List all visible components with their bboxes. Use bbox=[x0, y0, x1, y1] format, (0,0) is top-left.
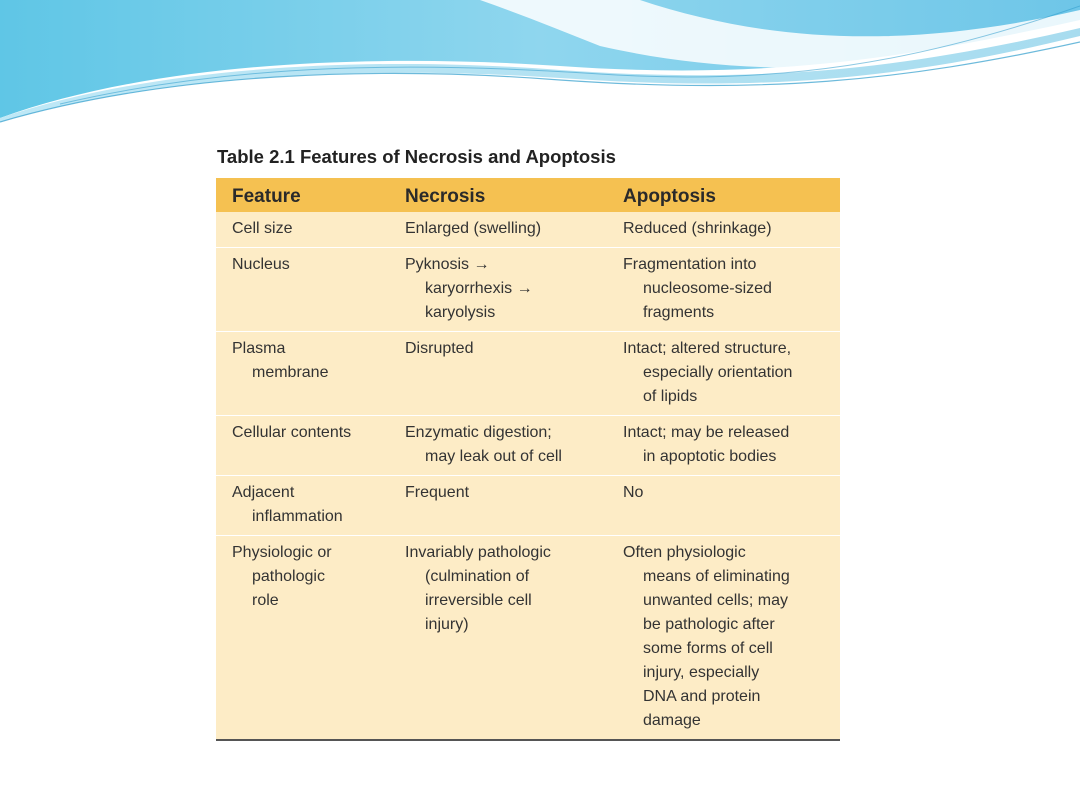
cell-line: Physiologic or bbox=[232, 544, 332, 561]
cell-line: Adjacent bbox=[232, 484, 295, 501]
necrosis-cell bbox=[389, 416, 607, 476]
necrosis-cell bbox=[389, 248, 607, 332]
header-apoptosis: Apoptosis bbox=[607, 178, 840, 212]
cell-line: Often physiologic bbox=[623, 544, 746, 561]
cell-line: Nucleus bbox=[232, 256, 290, 273]
table-row bbox=[216, 248, 840, 332]
feature-cell bbox=[216, 536, 389, 741]
cell-line: DNA and protein bbox=[643, 688, 761, 705]
feature-cell bbox=[216, 476, 389, 536]
necrosis-cell bbox=[389, 536, 607, 741]
apoptosis-cell bbox=[607, 212, 840, 248]
necrosis-cell bbox=[389, 212, 607, 248]
cell-line: (culmination of bbox=[425, 568, 530, 585]
cell-line: some forms of cell bbox=[643, 640, 773, 657]
cell-line: membrane bbox=[252, 364, 329, 381]
table-row bbox=[216, 416, 840, 476]
cell-line: especially orientation bbox=[643, 364, 793, 381]
cell-line: Enlarged (swelling) bbox=[405, 220, 542, 237]
feature-cell bbox=[216, 248, 389, 332]
necrosis-cell bbox=[389, 476, 607, 536]
cell-line: inflammation bbox=[252, 508, 343, 525]
cell-line: irreversible cell bbox=[425, 592, 532, 609]
cell-line: fragments bbox=[643, 304, 715, 321]
cell-line: nucleosome-sized bbox=[643, 280, 772, 297]
cell-line: Invariably pathologic bbox=[405, 544, 551, 561]
cell-line: karyorrhexis → bbox=[425, 280, 533, 297]
table-row bbox=[216, 536, 840, 741]
apoptosis-cell bbox=[607, 248, 840, 332]
cell-line: karyolysis bbox=[425, 304, 496, 321]
feature-cell bbox=[216, 212, 389, 248]
cell-line: injury) bbox=[425, 616, 469, 633]
header-feature: Feature bbox=[216, 178, 389, 212]
cell-line: may leak out of cell bbox=[425, 448, 562, 465]
cell-line: Intact; altered structure, bbox=[623, 340, 792, 357]
cell-line: Cell size bbox=[232, 220, 293, 237]
cell-line: role bbox=[252, 592, 279, 609]
table-row bbox=[216, 476, 840, 536]
apoptosis-cell bbox=[607, 476, 840, 536]
header-swoosh-decoration bbox=[0, 0, 1080, 130]
cell-line: Plasma bbox=[232, 340, 286, 357]
cell-line: of lipids bbox=[643, 388, 698, 405]
cell-line: Enzymatic digestion; bbox=[405, 424, 552, 441]
header-necrosis: Necrosis bbox=[389, 178, 607, 212]
feature-cell bbox=[216, 332, 389, 416]
cell-line: in apoptotic bodies bbox=[643, 448, 777, 465]
table-title: Table 2.1 Features of Necrosis and Apoptosis bbox=[217, 146, 616, 167]
cell-line: Cellular contents bbox=[232, 424, 352, 441]
table-row bbox=[216, 212, 840, 248]
cell-line: Frequent bbox=[405, 484, 470, 501]
cell-line: means of eliminating bbox=[643, 568, 790, 585]
features-table bbox=[216, 178, 840, 741]
apoptosis-cell bbox=[607, 332, 840, 416]
cell-line: Fragmentation into bbox=[623, 256, 757, 273]
cell-line: unwanted cells; may bbox=[643, 592, 788, 609]
cell-line: damage bbox=[643, 712, 701, 729]
feature-cell bbox=[216, 416, 389, 476]
cell-line: Pyknosis → bbox=[405, 256, 490, 273]
cell-line: Reduced (shrinkage) bbox=[623, 220, 772, 237]
necrosis-cell bbox=[389, 332, 607, 416]
table-header-row bbox=[216, 178, 840, 212]
cell-line: No bbox=[623, 484, 644, 501]
cell-line: pathologic bbox=[252, 568, 325, 585]
cell-line: injury, especially bbox=[643, 664, 760, 681]
cell-line: Intact; may be released bbox=[623, 424, 790, 441]
apoptosis-cell bbox=[607, 536, 840, 741]
cell-line: be pathologic after bbox=[643, 616, 775, 633]
cell-line: Disrupted bbox=[405, 340, 474, 357]
apoptosis-cell bbox=[607, 416, 840, 476]
table-row bbox=[216, 332, 840, 416]
